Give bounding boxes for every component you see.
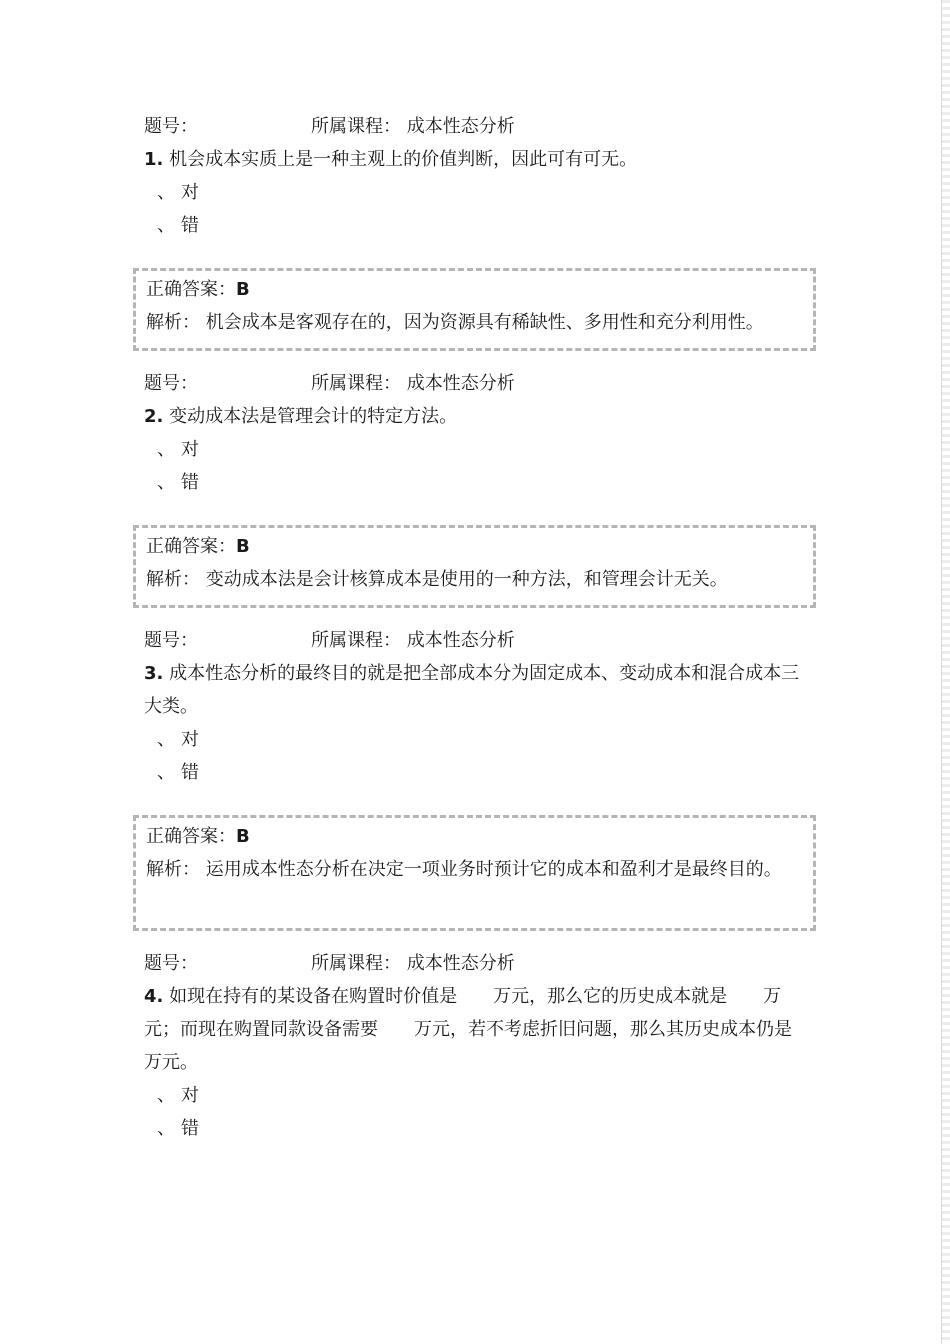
option-bullet: 、 [157, 439, 175, 460]
option-bullet: 、 [157, 762, 175, 783]
course-label: 所属课程： [311, 116, 401, 137]
correct-answer [146, 273, 813, 306]
option-bullet: 、 [157, 472, 175, 493]
option-label: 错 [181, 472, 199, 493]
correct-answer [146, 820, 813, 853]
question-text [144, 143, 808, 176]
option-label: 错 [181, 215, 199, 236]
option-bullet: 、 [157, 729, 175, 750]
page-edge-divider [941, 0, 950, 1344]
question-number: 1. [144, 149, 164, 170]
correct-answer-label: 正确答案： [146, 279, 236, 300]
course-info [311, 947, 515, 980]
question-stem: 成本性态分析的最终目的就是把全部成本分为固定成本、变动成本和混合成本三大类。 [144, 663, 800, 717]
course-name: 成本性态分析 [406, 630, 515, 651]
correct-answer [146, 530, 813, 563]
analysis-text: 变动成本法是会计核算成本是使用的一种方法，和管理会计无关。 [205, 569, 728, 590]
course-name: 成本性态分析 [406, 116, 515, 137]
question-meta [144, 367, 515, 400]
course-name: 成本性态分析 [406, 373, 515, 394]
correct-answer-value: B [236, 279, 250, 300]
question-stem: 机会成本实质上是一种主观上的价值判断，因此可有可无。 [169, 149, 638, 170]
option-true[interactable] [157, 176, 199, 209]
analysis [146, 563, 813, 596]
analysis [146, 853, 796, 886]
answer-box [133, 525, 816, 608]
analysis-label: 解析： [146, 859, 200, 880]
answer-box [133, 815, 816, 931]
option-true[interactable] [157, 433, 199, 466]
question-stem: 如现在持有的某设备在购置时价值是 万元，那么它的历史成本就是 万元；而现在购置同款设备需要 万元，若不考虑折旧问题，那么其历史成本仍是 万元。 [144, 986, 828, 1073]
question-number-label: 题号： [144, 953, 198, 974]
option-label: 对 [181, 729, 199, 750]
question-meta [144, 947, 515, 980]
option-false[interactable] [157, 1112, 199, 1145]
course-info [311, 367, 515, 400]
correct-answer-label: 正确答案： [146, 826, 236, 847]
question-text [144, 980, 828, 1079]
question-stem: 变动成本法是管理会计的特定方法。 [169, 406, 458, 427]
analysis-label: 解析： [146, 312, 200, 333]
option-true[interactable] [157, 1079, 199, 1112]
option-label: 对 [181, 439, 199, 460]
question-meta [144, 624, 515, 657]
option-bullet: 、 [157, 182, 175, 203]
analysis-label: 解析： [146, 569, 200, 590]
question-number: 4. [144, 986, 164, 1007]
option-label: 对 [181, 182, 199, 203]
option-bullet: 、 [157, 1118, 175, 1139]
option-false[interactable] [157, 756, 199, 789]
option-label: 错 [181, 1118, 199, 1139]
option-label: 对 [181, 1085, 199, 1106]
correct-answer-label: 正确答案： [146, 536, 236, 557]
question-text [144, 400, 808, 433]
question-meta [144, 110, 515, 143]
analysis-text: 运用成本性态分析在决定一项业务时预计它的成本和盈利才是最终目的。 [205, 859, 782, 880]
answer-box [133, 268, 816, 351]
question-number: 3. [144, 663, 164, 684]
course-label: 所属课程： [311, 953, 401, 974]
analysis [146, 306, 813, 339]
question-number-label: 题号： [144, 373, 198, 394]
option-false[interactable] [157, 209, 199, 242]
question-text [144, 657, 808, 723]
course-label: 所属课程： [311, 373, 401, 394]
correct-answer-value: B [236, 536, 250, 557]
question-number: 2. [144, 406, 164, 427]
option-bullet: 、 [157, 215, 175, 236]
option-false[interactable] [157, 466, 199, 499]
option-true[interactable] [157, 723, 199, 756]
option-bullet: 、 [157, 1085, 175, 1106]
course-label: 所属课程： [311, 630, 401, 651]
course-info [311, 624, 515, 657]
analysis-text: 机会成本是客观存在的，因为资源具有稀缺性、多用性和充分利用性。 [205, 312, 764, 333]
option-label: 错 [181, 762, 199, 783]
course-name: 成本性态分析 [406, 953, 515, 974]
course-info [311, 110, 515, 143]
question-number-label: 题号： [144, 630, 198, 651]
correct-answer-value: B [236, 826, 250, 847]
question-number-label: 题号： [144, 116, 198, 137]
